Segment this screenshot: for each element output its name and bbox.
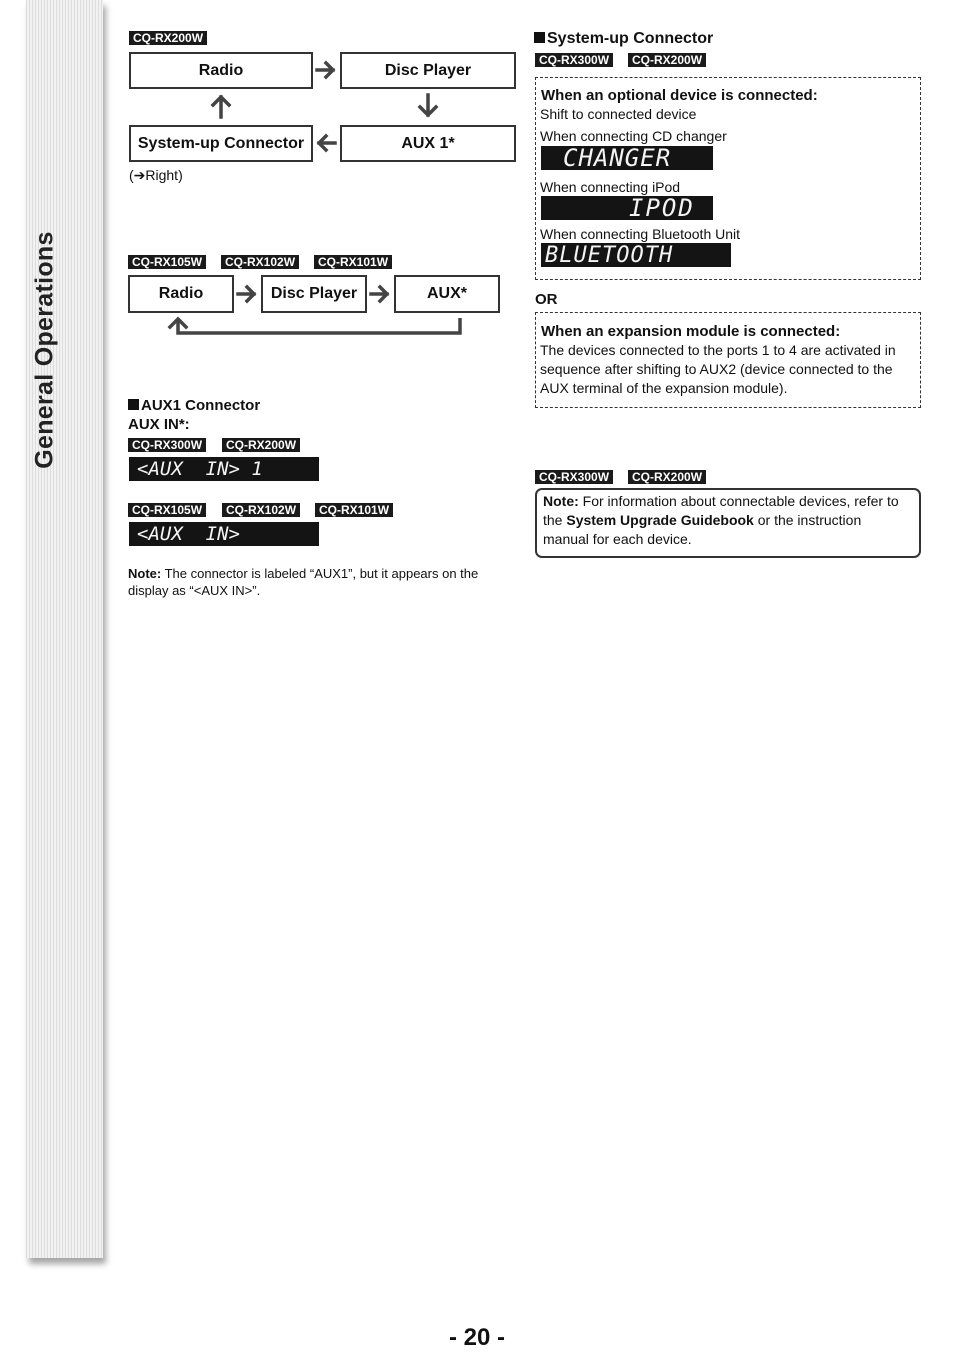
bluetooth-label: When connecting Bluetooth Unit xyxy=(540,226,741,242)
lcd-text: IPOD xyxy=(629,196,695,220)
flow-box-disc-player: Disc Player xyxy=(261,275,367,313)
model-tag: CQ-RX300W xyxy=(535,470,613,484)
note-text: The connector is labeled “AUX1”, but it appears on the display as “<AUX IN>”. xyxy=(128,566,479,598)
model-tag: CQ-RX200W xyxy=(628,470,706,484)
note-box-text xyxy=(543,492,907,549)
guidebook-title: System Upgrade Guidebook xyxy=(566,512,754,528)
note-label: Note: xyxy=(543,493,579,509)
cd-changer-label: When connecting CD changer xyxy=(540,128,727,144)
aux-connector-heading xyxy=(128,397,260,414)
model-tag: CQ-RX200W xyxy=(129,31,207,45)
model-tag: CQ-RX102W xyxy=(221,255,299,269)
lcd-display-ipod xyxy=(541,196,713,220)
loop-back-arrow-icon xyxy=(165,314,465,338)
arrow-down-icon xyxy=(417,93,439,119)
flow-box-disc-player: Disc Player xyxy=(340,52,516,89)
section-title-text: General Operations xyxy=(30,231,59,469)
right-reference: (➔Right) xyxy=(129,167,183,183)
aux-in-subheading: AUX IN*: xyxy=(128,416,190,433)
arrow-right-icon xyxy=(369,284,391,304)
lcd-text: <AUX IN> xyxy=(137,523,240,545)
system-up-heading xyxy=(534,30,713,48)
shift-text: Shift to connected device xyxy=(540,106,697,122)
square-bullet-icon xyxy=(534,32,545,43)
model-tag: CQ-RX300W xyxy=(535,53,613,67)
or-label: OR xyxy=(535,291,558,308)
aux-note xyxy=(128,565,498,599)
ipod-label: When connecting iPod xyxy=(540,179,681,195)
lcd-text: CHANGER xyxy=(563,146,672,170)
lcd-text: <AUX IN> 1 xyxy=(137,458,263,480)
note-text-part2: or the instruction manual for each device. xyxy=(543,512,862,547)
square-bullet-icon xyxy=(128,399,139,410)
expansion-text: The devices connected to the ports 1 to 4 are activated in sequence after shifting to AUX2 (device connected to the AUX terminal of the expansion module). xyxy=(540,342,896,396)
model-tag: CQ-RX102W xyxy=(222,503,300,517)
model-tag: CQ-RX101W xyxy=(315,503,393,517)
lcd-display-aux-in xyxy=(129,522,319,546)
lcd-display-aux-in-1 xyxy=(129,457,319,481)
note-text-part1: For information about connectable devices, refer to the xyxy=(543,493,899,528)
model-tag: CQ-RX300W xyxy=(128,438,206,452)
arrow-left-icon xyxy=(315,133,337,153)
model-tag: CQ-RX105W xyxy=(128,255,206,269)
flow-box-radio: Radio xyxy=(129,52,313,89)
model-tag: CQ-RX200W xyxy=(628,53,706,67)
arrow-up-icon xyxy=(210,93,232,119)
model-tag: CQ-RX200W xyxy=(222,438,300,452)
expansion-title: When an expansion module is connected: xyxy=(541,323,841,340)
note-label: Note: xyxy=(128,566,162,581)
lcd-text: BLUETOOTH xyxy=(545,243,674,267)
page-number: - 20 - xyxy=(449,1324,506,1351)
model-tag: CQ-RX101W xyxy=(314,255,392,269)
lcd-display-changer xyxy=(541,146,713,170)
flow-box-system-up-connector: System-up Connector xyxy=(129,125,313,162)
lcd-display-bluetooth xyxy=(541,243,731,267)
sidebar-band xyxy=(26,0,103,1258)
flow-box-aux1: AUX 1* xyxy=(340,125,516,162)
arrow-right-icon xyxy=(315,60,337,80)
optional-device-title: When an optional device is connected: xyxy=(541,87,818,104)
flow-box-radio: Radio xyxy=(128,275,234,313)
flow-box-aux: AUX* xyxy=(394,275,500,313)
model-tag: CQ-RX105W xyxy=(128,503,206,517)
system-up-heading-text: System-up Connector xyxy=(547,30,714,47)
arrow-right-icon xyxy=(236,284,258,304)
aux-connector-heading-text: AUX1 Connector xyxy=(141,397,261,414)
